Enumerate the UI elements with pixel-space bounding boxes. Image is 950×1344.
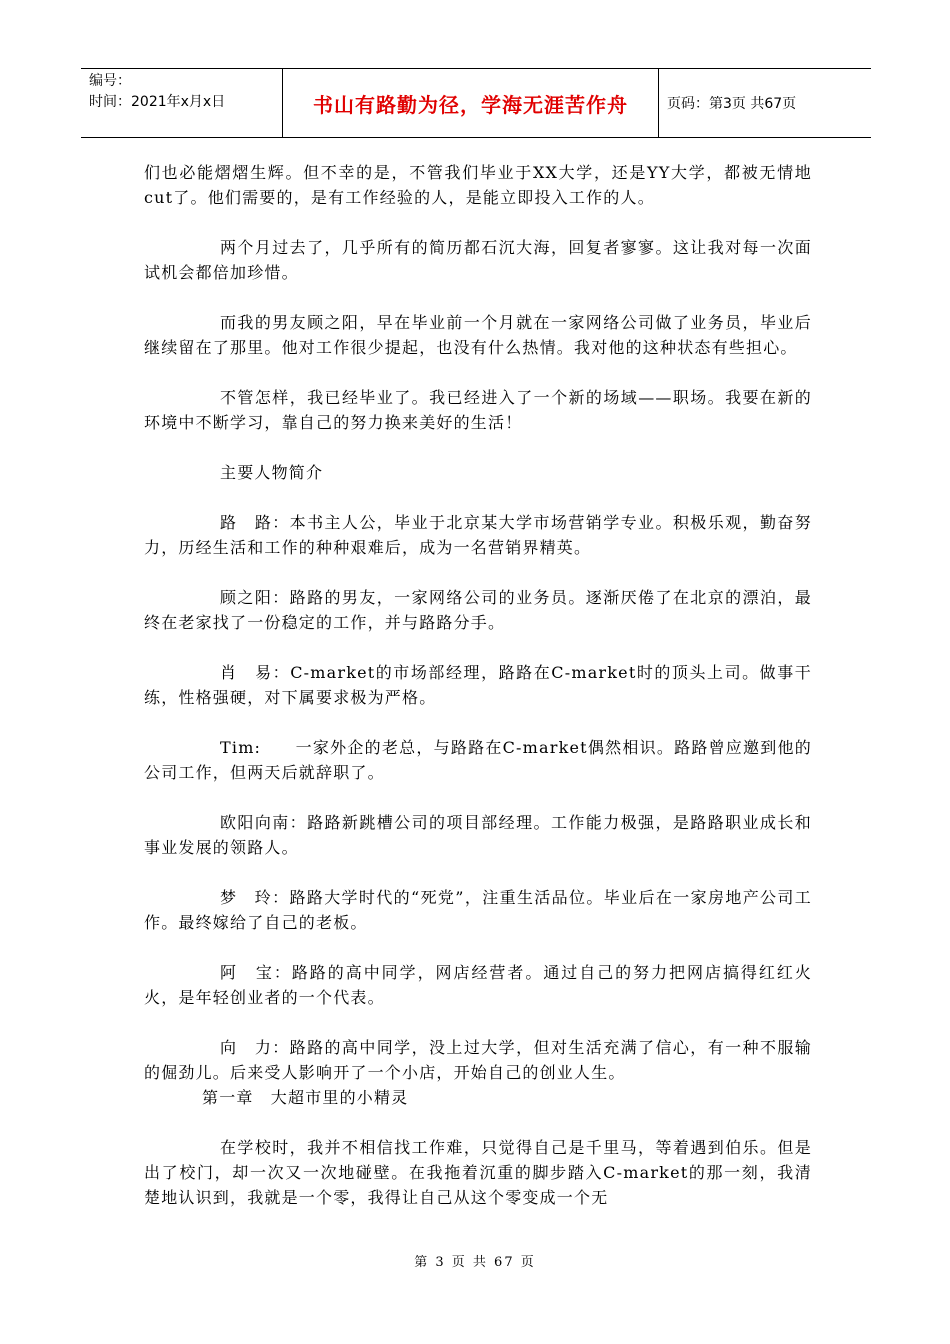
chapter-title: 第一章 大超市里的小精灵 (202, 1088, 409, 1107)
paragraph: 不管怎样，我已经毕业了。我已经进入了一个新的场域——职场。我要在新的环境中不断学习，靠自己的努力换来美好的生活！ (144, 388, 812, 432)
document-number-label: 编号： (89, 73, 131, 89)
character-entry: 梦 玲：路路大学时代的“死党”，注重生活品位。毕业后在一家房地产公司工作。最终嫁给了自己的老板。 (144, 888, 812, 932)
character-entry: 欧阳向南：路路新跳槽公司的项目部经理。工作能力极强，是路路职业成长和事业发展的领路人。 (144, 813, 812, 857)
character-entry: 阿 宝：路路的高中同学，网店经营者。通过自己的努力把网店搞得红红火火，是年轻创业者的一个代表。 (144, 963, 812, 1007)
header-page-info: 页码：第3页 共67页 (667, 96, 797, 112)
header-table (81, 68, 871, 138)
document-body (144, 160, 812, 1210)
header-meta (81, 69, 283, 137)
character-entry: Tim: 一家外企的老总，与路路在C-market偶然相识。路路曾应邀到他的公司工作，但两天后就辞职了。 (144, 738, 812, 782)
paragraph: 在学校时，我并不相信找工作难，只觉得自己是千里马，等着遇到伯乐。但是出了校门，却一次又一次地碰壁。在我拖着沉重的脚步踏入C-market的那一刻，我清楚地认识到，我就是一个零，我得让自己从这个零变成一个无 (144, 1138, 812, 1207)
header-motto: 书山有路勤为径，学海无涯苦作舟 (283, 69, 659, 137)
paragraph: 而我的男友顾之阳，早在毕业前一个月就在一家网络公司做了业务员，毕业后继续留在了那里。他对工作很少提起，也没有什么热情。我对他的这种状态有些担心。 (144, 313, 812, 357)
section-heading: 主要人物简介 (220, 463, 324, 482)
character-entry: 顾之阳：路路的男友，一家网络公司的业务员。逐渐厌倦了在北京的漂泊，最终在老家找了一份稳定的工作，并与路路分手。 (144, 588, 812, 632)
character-entry: 肖 易：C-market的市场部经理，路路在C-market时的顶头上司。做事干练，性格强硬，对下属要求极为严格。 (144, 663, 812, 707)
paragraph: 们也必能熠熠生辉。但不幸的是，不管我们毕业于XX大学，还是YY大学，都被无情地cut了。他们需要的，是有工作经验的人，是能立即投入工作的人。 (144, 163, 812, 207)
document-date-label: 时间：2021年x月x日 (89, 94, 226, 110)
character-entry: 向 力：路路的高中同学，没上过大学，但对生活充满了信心，有一种不服输的倔劲儿。后来受人影响开了一个小店，开始自己的创业人生。 (144, 1038, 812, 1082)
character-entry: 路 路：本书主人公，毕业于北京某大学市场营销学专业。积极乐观，勤奋努力，历经生活和工作的种种艰难后，成为一名营销界精英。 (144, 513, 812, 557)
paragraph: 两个月过去了，几乎所有的简历都石沉大海，回复者寥寥。这让我对每一次面试机会都倍加珍惜。 (144, 238, 812, 282)
page-footer: 第 3 页 共 67 页 (414, 1255, 536, 1270)
